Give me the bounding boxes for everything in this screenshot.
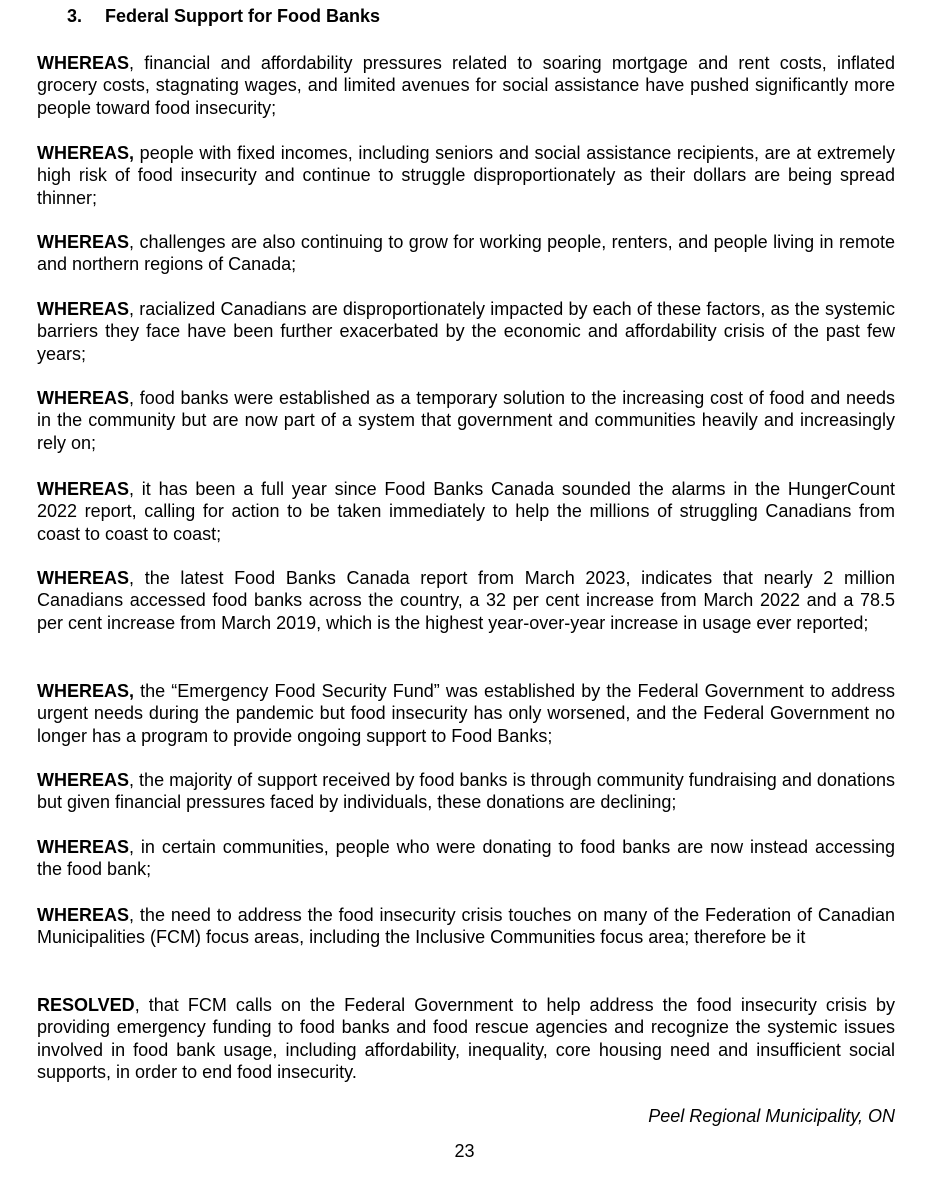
sponsor-attribution: Peel Regional Municipality, ON [648,1106,895,1126]
whereas-clause-11 [37,904,895,949]
clause-keyword: WHEREAS [37,770,130,790]
clause-text: , that FCM calls on the Federal Government to help address the food insecurity crisis by providing emergency funding to food banks and food rescue agencies and recognize the systemic issues involved in food bank usage, including affordability, inequality, core housing need and insufficient social supports, in order to end food insecurity. [37,995,895,1082]
section-number: 3. [67,6,83,26]
clause-keyword: WHEREAS [37,388,130,408]
clause-keyword: WHEREAS [37,905,130,925]
section-title: Federal Support for Food Banks [105,6,381,26]
clause-keyword: WHEREAS [37,479,130,499]
whereas-clause-1 [37,52,895,119]
clause-text: , challenges are also continuing to grow for working people, renters, and people living in remote and northern regions of Canada; [37,232,895,275]
whereas-clause-3 [37,231,895,276]
clause-keyword: WHEREAS, [37,681,135,701]
clause-keyword: WHEREAS, [37,143,135,163]
whereas-clause-6 [37,478,895,545]
clause-text: the “Emergency Food Security Fund” was established by the Federal Government to address urgent needs during the pandemic but food insecurity has only worsened, and the Federal Government no longer has a program to provide ongoing support to Food Banks; [37,681,895,746]
whereas-clause-7 [37,567,895,634]
clause-text: , the latest Food Banks Canada report from March 2023, indicates that nearly 2 million Canadians accessed food banks across the country, a 32 per cent increase from March 2022 and a 78.5 per cent increase from March 2019, which is the highest year-over-year increase in usage ever reported; [37,568,895,633]
page-number: 23 [454,1141,475,1161]
clause-keyword: WHEREAS [37,53,130,73]
clause-text: , food banks were established as a temporary solution to the increasing cost of food and needs in the community but are now part of a system that government and communities heavily and increasingly rely on; [37,388,895,453]
whereas-clause-8 [37,680,895,747]
whereas-clause-10 [37,836,895,881]
clause-text: , racialized Canadians are disproportionately impacted by each of these factors, as the systemic barriers they face have been further exacerbated by the economic and affordability crisis of the past few years; [37,299,895,364]
clause-text: , financial and affordability pressures related to soaring mortgage and rent costs, inflated grocery costs, stagnating wages, and limited avenues for social assistance have pushed significantly more people toward food insecurity; [37,53,895,118]
section-heading [67,5,380,27]
whereas-clause-2 [37,142,895,209]
whereas-clause-5 [37,387,895,454]
resolved-clause [37,994,895,1083]
clause-text: , it has been a full year since Food Banks Canada sounded the alarms in the HungerCount 2022 report, calling for action to be taken immediately to help the millions of struggling Canadians from coast to coast to coast; [37,479,895,544]
whereas-clause-9 [37,769,895,814]
whereas-clause-4 [37,298,895,365]
clause-keyword: WHEREAS [37,232,130,252]
clause-text: people with fixed incomes, including seniors and social assistance recipients, are at extremely high risk of food insecurity and continue to struggle disproportionately as their dollars are being spread thinner; [37,143,895,208]
clause-text: , in certain communities, people who were donating to food banks are now instead accessing the food bank; [37,837,895,880]
clause-keyword: WHEREAS [37,568,130,588]
clause-text: , the majority of support received by food banks is through community fundraising and donations but given financial pressures faced by individuals, these donations are declining; [37,770,895,813]
clause-keyword: RESOLVED [37,995,135,1015]
clause-text: , the need to address the food insecurity crisis touches on many of the Federation of Canadian Municipalities (FCM) focus areas, including the Inclusive Communities focus area; therefore be it [37,905,895,948]
clause-keyword: WHEREAS [37,299,130,319]
clause-keyword: WHEREAS [37,837,130,857]
